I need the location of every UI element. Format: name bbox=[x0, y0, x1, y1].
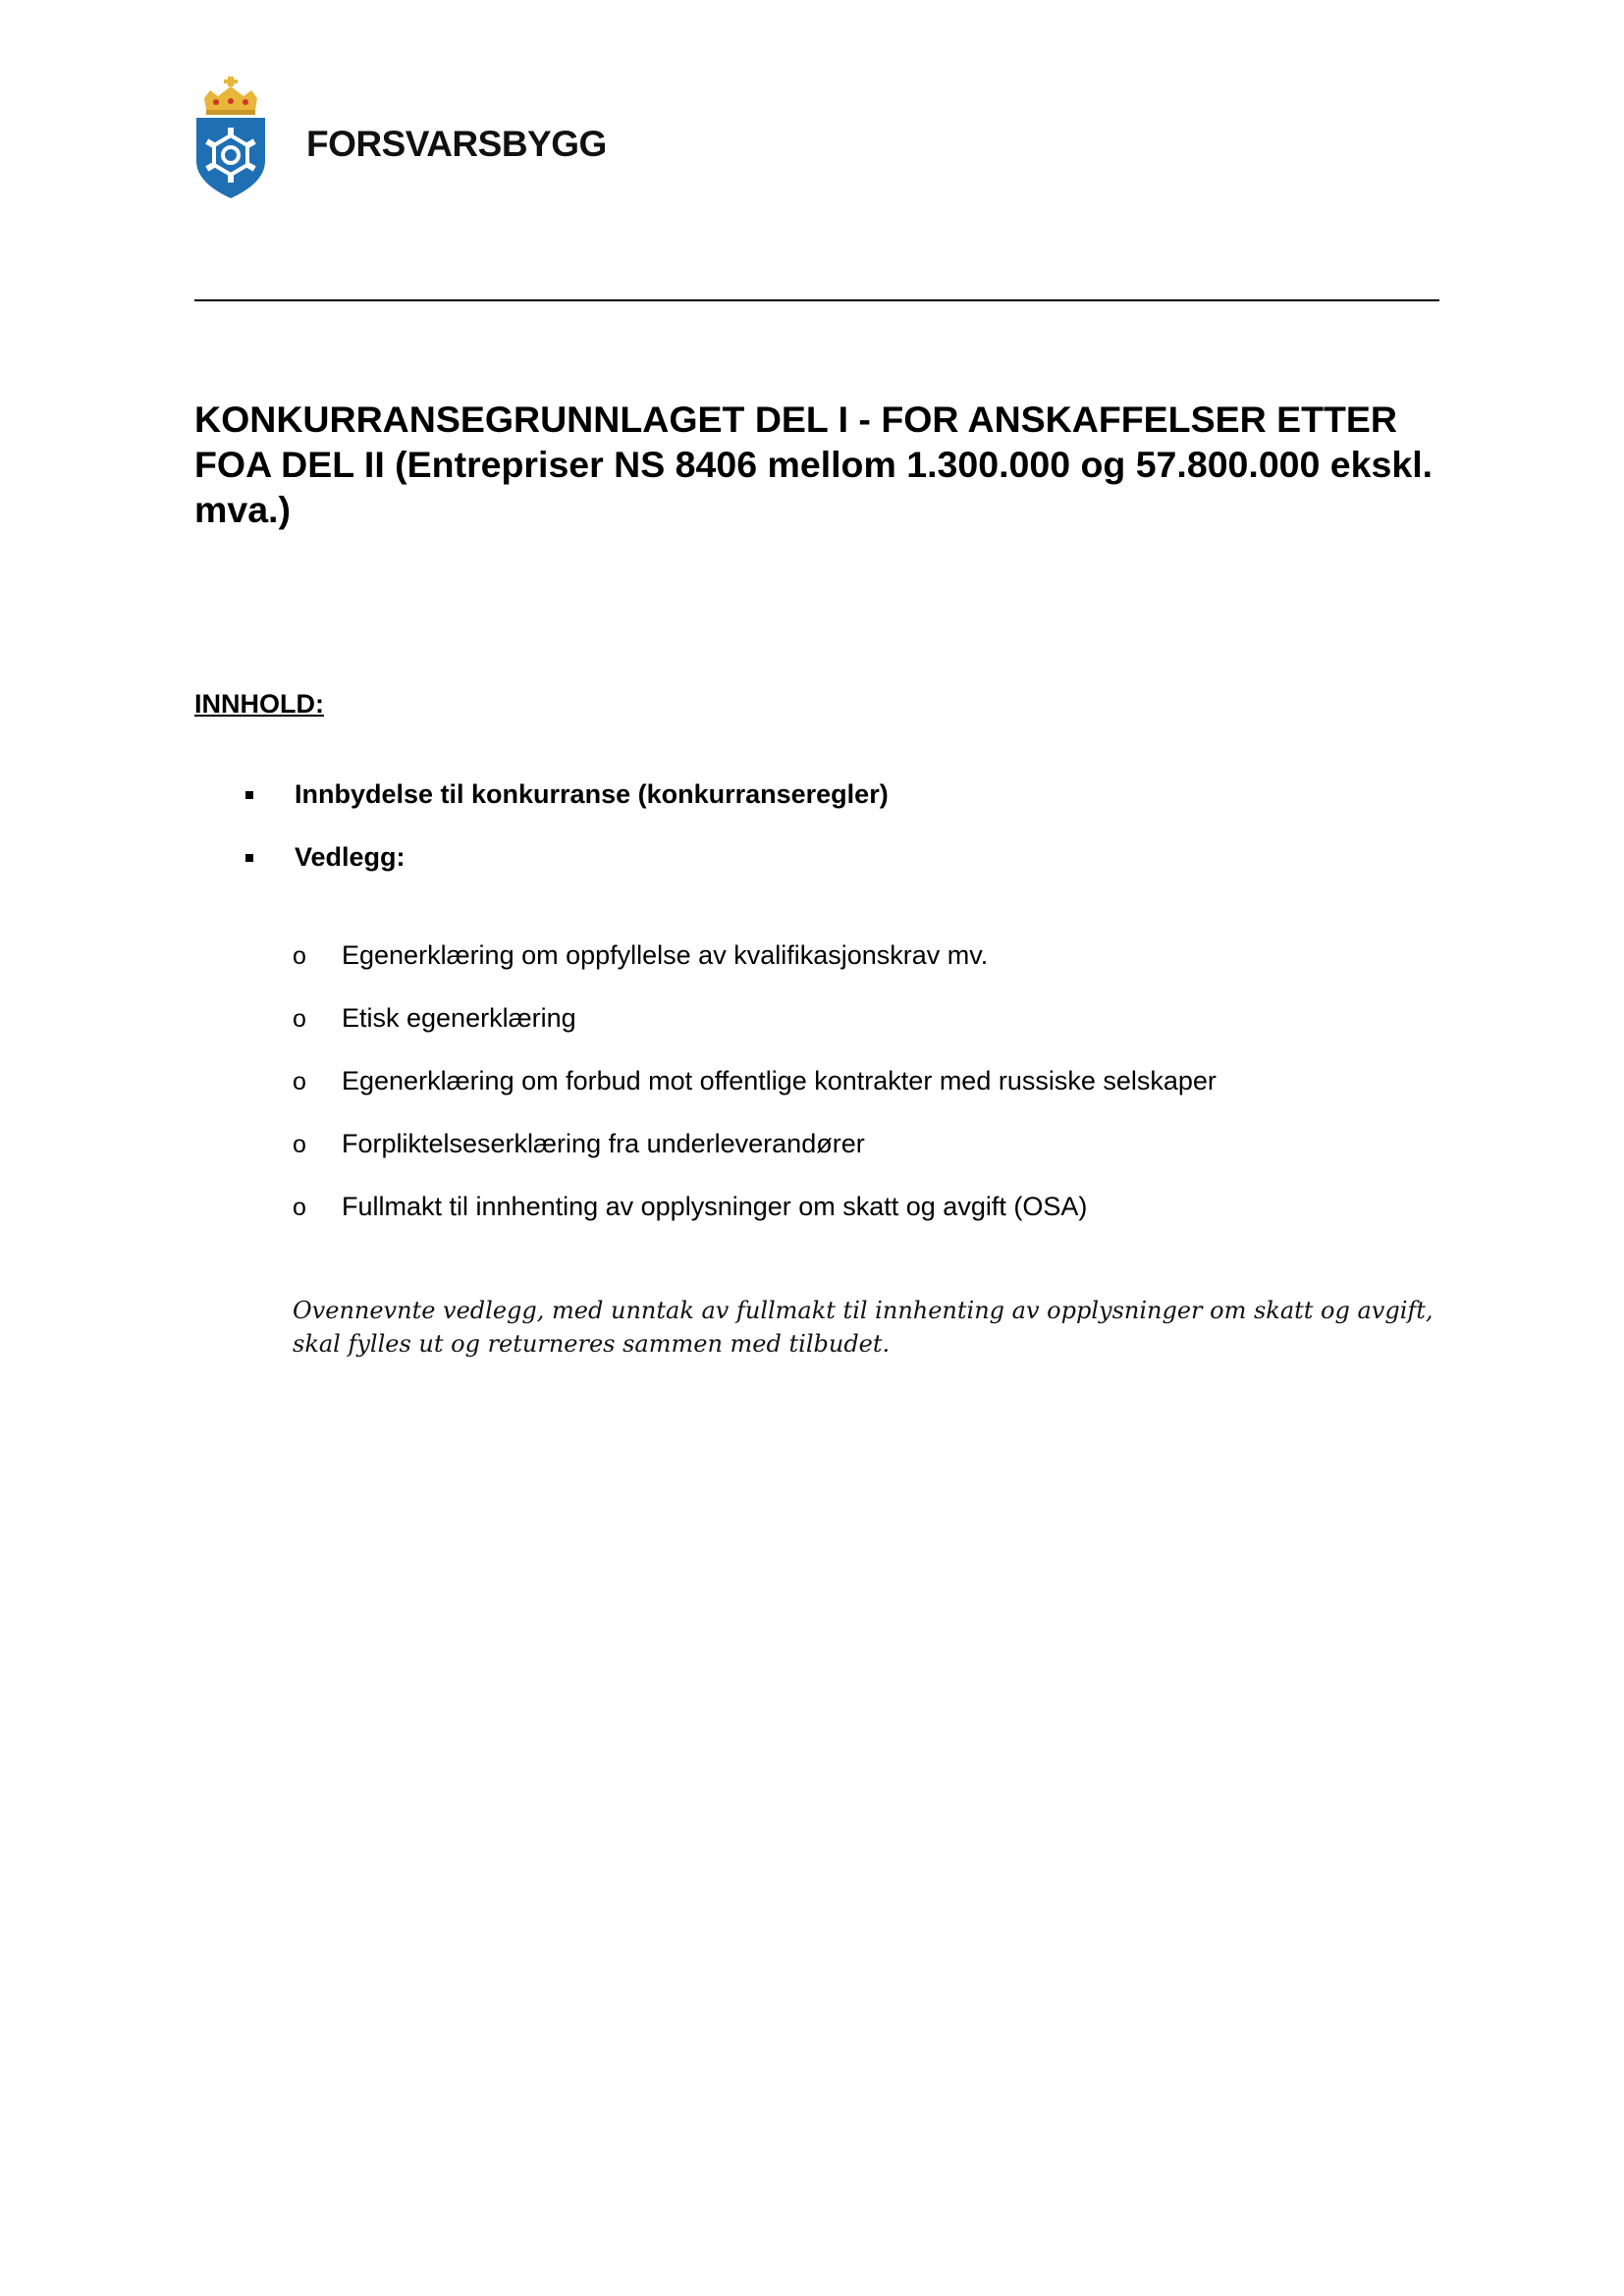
header-divider bbox=[194, 299, 1439, 301]
coat-of-arms-shield-icon bbox=[194, 77, 267, 200]
list-item bbox=[245, 842, 406, 873]
square-bullet-icon bbox=[245, 791, 253, 799]
attachment-item bbox=[293, 1192, 1087, 1222]
attachment-item bbox=[293, 1066, 1217, 1096]
list-item-label: Innbydelse til konkurranse (konkurranseregler) bbox=[295, 779, 889, 809]
header bbox=[194, 77, 607, 200]
attachment-label: Egenerklæring om oppfyllelse av kvalifikasjonskrav mv. bbox=[342, 940, 989, 970]
attachment-label: Etisk egenerklæring bbox=[342, 1003, 576, 1033]
attachment-item bbox=[293, 940, 988, 971]
attachments-note: Ovennevnte vedlegg, med unntak av fullmakt til innhenting av opplysninger om skatt og avgift, skal fylles ut og returneres sammen med tilbudet. bbox=[293, 1297, 1434, 1358]
list-item-label: Vedlegg: bbox=[295, 842, 406, 872]
circle-bullet-icon: o bbox=[293, 942, 306, 970]
logo-wordmark: FORSVARSBYGG bbox=[306, 124, 607, 164]
document-title: KONKURRANSEGRUNNLAGET DEL I - FOR ANSKAFFELSER ETTER FOA DEL II (Entrepriser NS 8406 mellom 1.300.000 og 57.800.000 ekskl. mva.) bbox=[194, 399, 1434, 530]
attachment-label: Forpliktelseserklæring fra underleverandører bbox=[342, 1129, 865, 1158]
circle-bullet-icon: o bbox=[293, 1068, 306, 1095]
square-bullet-icon bbox=[245, 854, 253, 862]
circle-bullet-icon: o bbox=[293, 1131, 306, 1158]
circle-bullet-icon: o bbox=[293, 1005, 306, 1033]
circle-bullet-icon: o bbox=[293, 1194, 306, 1221]
attachment-label: Fullmakt til innhenting av opplysninger om skatt og avgift (OSA) bbox=[342, 1192, 1088, 1221]
attachment-item bbox=[293, 1003, 576, 1034]
attachment-item bbox=[293, 1129, 865, 1159]
attachment-label: Egenerklæring om forbud mot offentlige kontrakter med russiske selskaper bbox=[342, 1066, 1217, 1095]
list-item bbox=[245, 779, 889, 810]
contents-heading: INNHOLD: bbox=[194, 689, 324, 719]
